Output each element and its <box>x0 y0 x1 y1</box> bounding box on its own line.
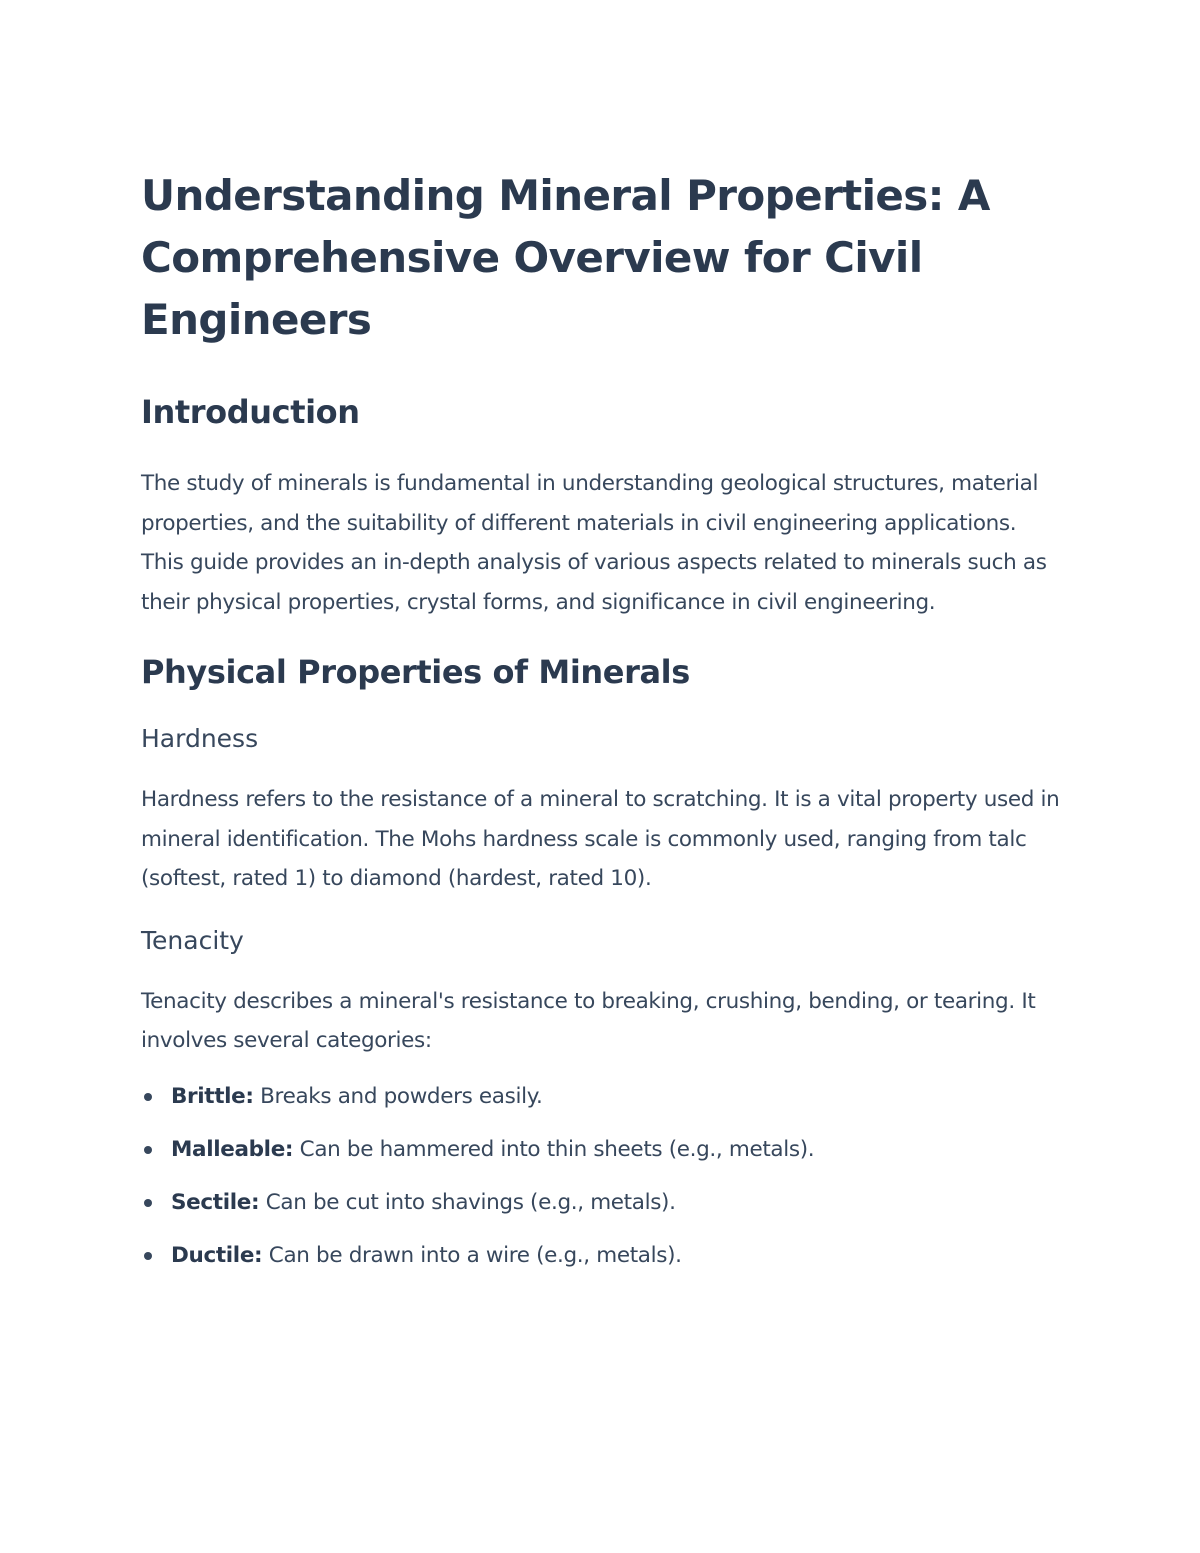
bullet-icon <box>144 1146 152 1154</box>
category-term: Ductile: <box>171 1242 263 1268</box>
document-title: Understanding Mineral Properties: A Comprehensive Overview for Civil Engineers <box>141 171 990 344</box>
bullet-icon <box>144 1093 152 1101</box>
category-term: Brittle: <box>171 1083 254 1109</box>
list-item <box>141 1241 1061 1271</box>
tenacity-category-list <box>141 1082 1061 1271</box>
physical-properties-heading: Physical Properties of Minerals <box>141 653 690 691</box>
tenacity-paragraph: Tenacity describes a mineral's resistance to breaking, crushing, bending, or tearing. It involves several categories: <box>141 988 1036 1053</box>
list-item <box>141 1135 1061 1165</box>
bullet-icon <box>144 1199 152 1207</box>
hardness-paragraph: Hardness refers to the resistance of a mineral to scratching. It is a vital property used in mineral identification. The Mohs hardness scale is commonly used, ranging from talc (softest, rated 1) to diamond (hardest, rated 10). <box>141 787 1060 891</box>
introduction-heading: Introduction <box>141 393 360 431</box>
category-term: Sectile: <box>171 1189 260 1215</box>
category-description: Can be hammered into thin sheets (e.g., metals). <box>293 1136 815 1162</box>
tenacity-heading: Tenacity <box>141 925 244 955</box>
category-description: Can be cut into shavings (e.g., metals). <box>259 1189 676 1215</box>
introduction-paragraph: The study of minerals is fundamental in understanding geological structures, material properties, and the suitability of different materials in civil engineering applications. This guide provides an in-depth analysis of various aspects related to minerals such as their physical properties, crystal forms, and significance in civil engineering. <box>141 471 1047 615</box>
category-term: Malleable: <box>171 1136 294 1162</box>
list-item <box>141 1188 1061 1218</box>
category-description: Can be drawn into a wire (e.g., metals). <box>262 1242 682 1268</box>
list-item <box>141 1082 1061 1112</box>
document-page <box>141 165 1061 1294</box>
bullet-icon <box>144 1252 152 1260</box>
category-description: Breaks and powders easily. <box>253 1083 543 1109</box>
hardness-heading: Hardness <box>141 724 259 753</box>
